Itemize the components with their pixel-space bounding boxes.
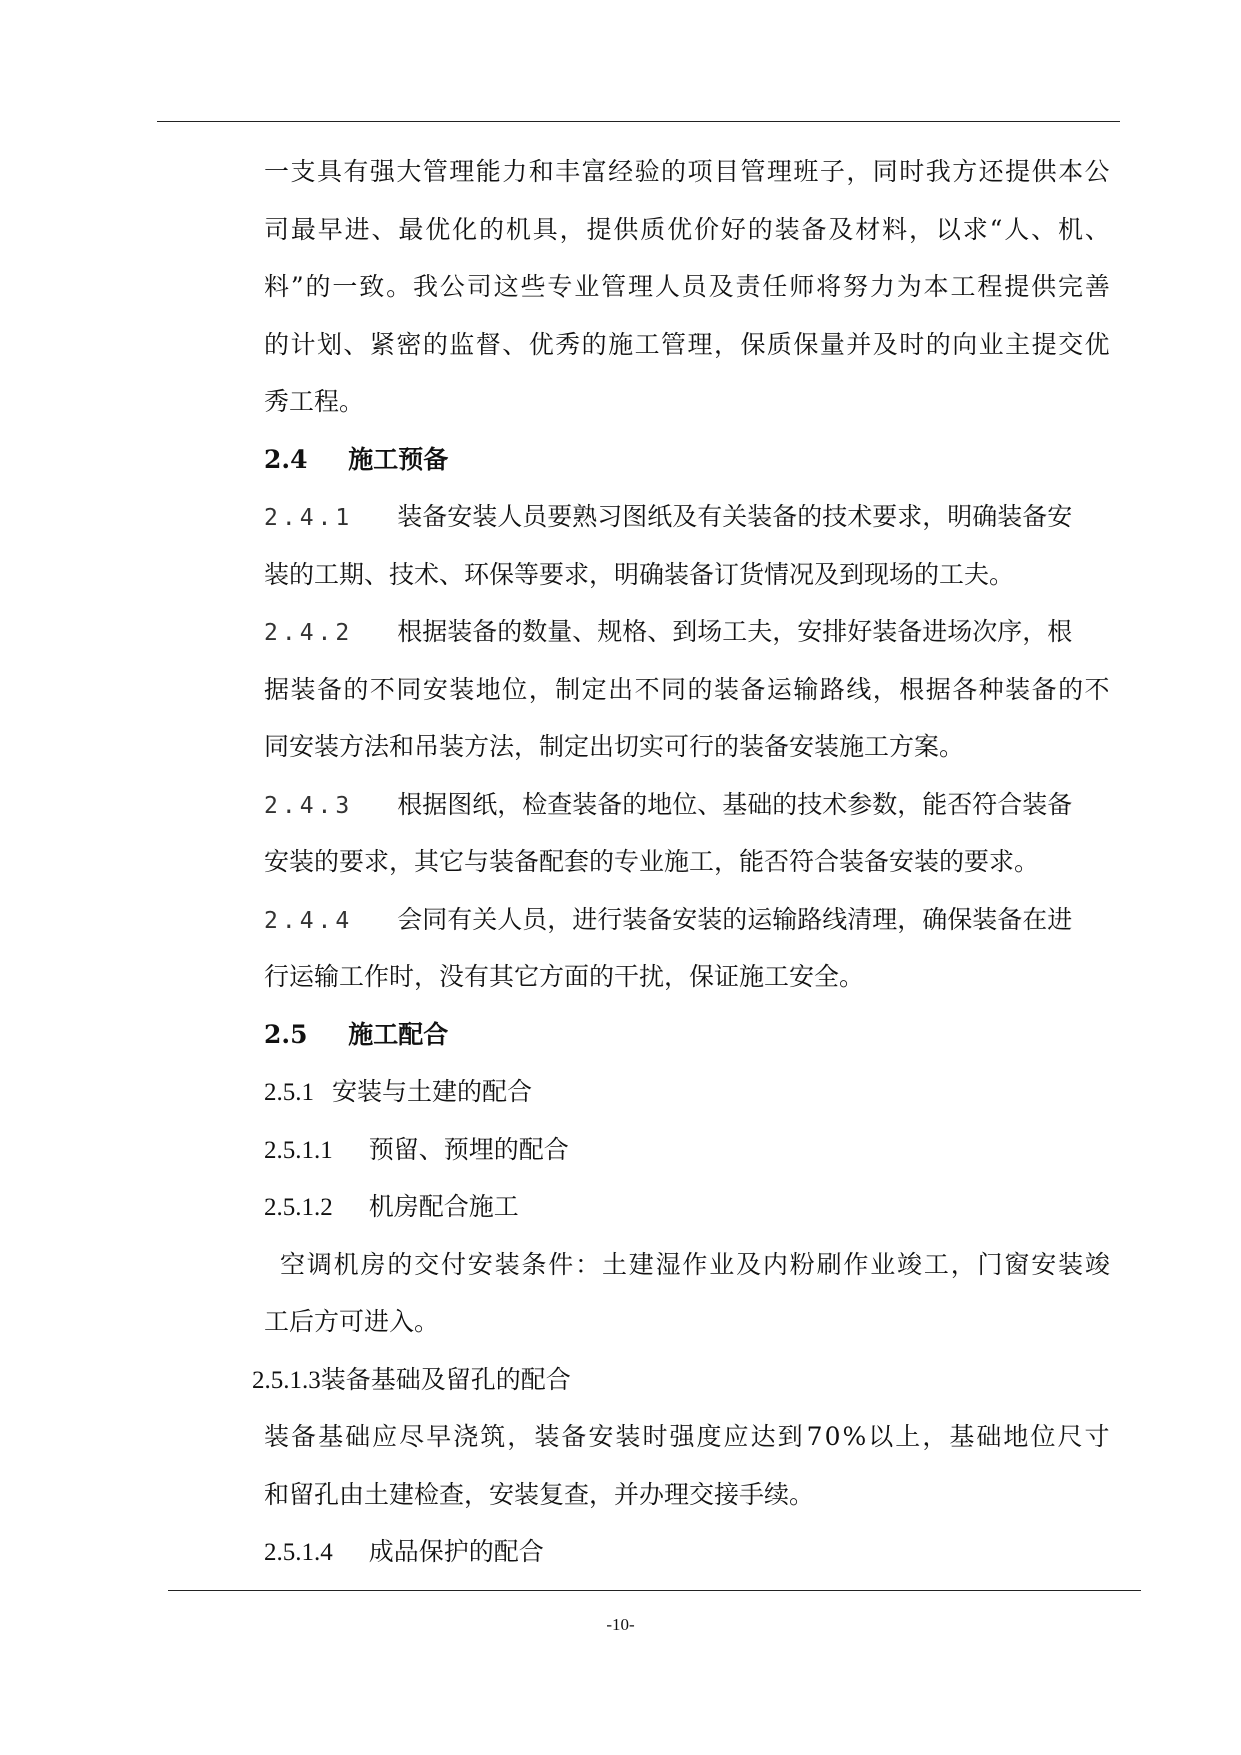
page-number: -10- [606,1615,635,1634]
subsection-number: 2.4.4 [264,908,354,934]
paragraph-line: 工后方可进入。 [264,1307,440,1336]
subsection-2-5-1 [264,1076,532,1109]
section-heading-2-5 [264,1019,448,1051]
section-title: 施工预备 [348,445,449,474]
subsection-2-5-1-2 [264,1191,519,1224]
paragraph-line: 同安装方法和吊装方法，制定出切实可行的装备安装施工方案。 [264,732,965,761]
subsection-2-4-3 [264,789,1110,822]
subsection-text: 会同有关人员，进行装备安装的运输路线清理，确保装备在进 [397,905,1073,934]
paragraph-line: 司 最 早 进 、 最 优 化 的 机 具 ， 提 供 质 优 价 好 的 装 备 及 材 料 ， 以 求 “ 人 、 机 、 [264,215,1110,244]
subsection-title: 装备基础及留孔的配合 [320,1365,571,1394]
paragraph-line: 空 调 机 房 的 交 付 安 装 条 件 ： 土 建 湿 作 业 及 内 粉 刷 作 业 竣 工 ， 门 窗 安 装 竣 [280,1250,1110,1279]
section-number: 2.5 [264,1020,308,1049]
paragraph-line: 装 备 基 础 应 尽 早 浇 筑 ， 装 备 安 装 时 强 度 应 达 到 7 0 % 以 上 ， 基 础 地 位 尺 寸 [264,1422,1110,1451]
subsection-text: 根据装备的数量、规格、到场工夫，安排好装备进场次序，根 [397,617,1073,646]
section-number: 2.4 [264,445,308,474]
paragraph-line: 据 装 备 的 不 同 安 装 地 位 ， 制 定 出 不 同 的 装 备 运 输 路 线 ， 根 据 各 种 装 备 的 不 [264,675,1110,704]
subsection-title: 预留、预埋的配合 [368,1135,569,1164]
paragraph-line: 安装的要求，其它与装备配套的专业施工，能否符合装备安装的要求。 [264,847,1040,876]
section-heading-2-4 [264,444,448,476]
subsection-number: 2.5.1.3 [252,1367,321,1394]
subsection-number: 2.5.1 [264,1079,314,1106]
subsection-title: 成品保护的配合 [368,1537,544,1566]
subsection-2-5-1-4 [264,1536,544,1569]
subsection-title: 机房配合施工 [368,1192,519,1221]
subsection-number: 2.5.1.4 [264,1539,333,1566]
subsection-number: 2.5.1.2 [264,1194,333,1221]
subsection-text: 装备安装人员要熟习图纸及有关装备的技术要求，明确装备安 [397,502,1073,531]
header-rule [157,121,1120,122]
paragraph-line: 的 计 划 、 紧 密 的 监 督 、 优 秀 的 施 工 管 理 ， 保 质 保 量 并 及 时 的 向 业 主 提 交 优 [264,330,1110,359]
subsection-2-4-4 [264,904,1110,937]
subsection-2-5-1-1 [264,1134,569,1167]
paragraph-line: 一 支 具 有 强 大 管 理 能 力 和 丰 富 经 验 的 项 目 管 理 班 子 ， 同 时 我 方 还 提 供 本 公 [264,157,1110,186]
subsection-text: 根据图纸，检查装备的地位、基础的技术参数，能否符合装备 [397,790,1073,819]
subsection-number: 2.4.1 [264,505,354,531]
paragraph-line: 料 ” 的 一 致 。 我 公 司 这 些 专 业 管 理 人 员 及 责 任 师 将 努 力 为 本 工 程 提 供 完 善 [264,272,1110,301]
paragraph-line: 和留孔由土建检查，安装复查，并办理交接手续。 [264,1480,815,1509]
subsection-number: 2.5.1.1 [264,1137,333,1164]
subsection-2-5-1-3 [252,1364,571,1397]
paragraph-line: 行运输工作时，没有其它方面的干扰，保证施工安全。 [264,962,865,991]
paragraph-line: 秀工程。 [264,387,365,416]
subsection-2-4-2 [264,616,1110,649]
subsection-number: 2.4.2 [264,620,354,646]
subsection-number: 2.4.3 [264,793,354,819]
section-title: 施工配合 [348,1020,449,1049]
subsection-2-4-1 [264,501,1110,534]
subsection-title: 安装与土建的配合 [331,1077,532,1106]
paragraph-line: 装的工期、技术、环保等要求，明确装备订货情况及到现场的工夫。 [264,560,1015,589]
footer-rule [168,1590,1141,1591]
